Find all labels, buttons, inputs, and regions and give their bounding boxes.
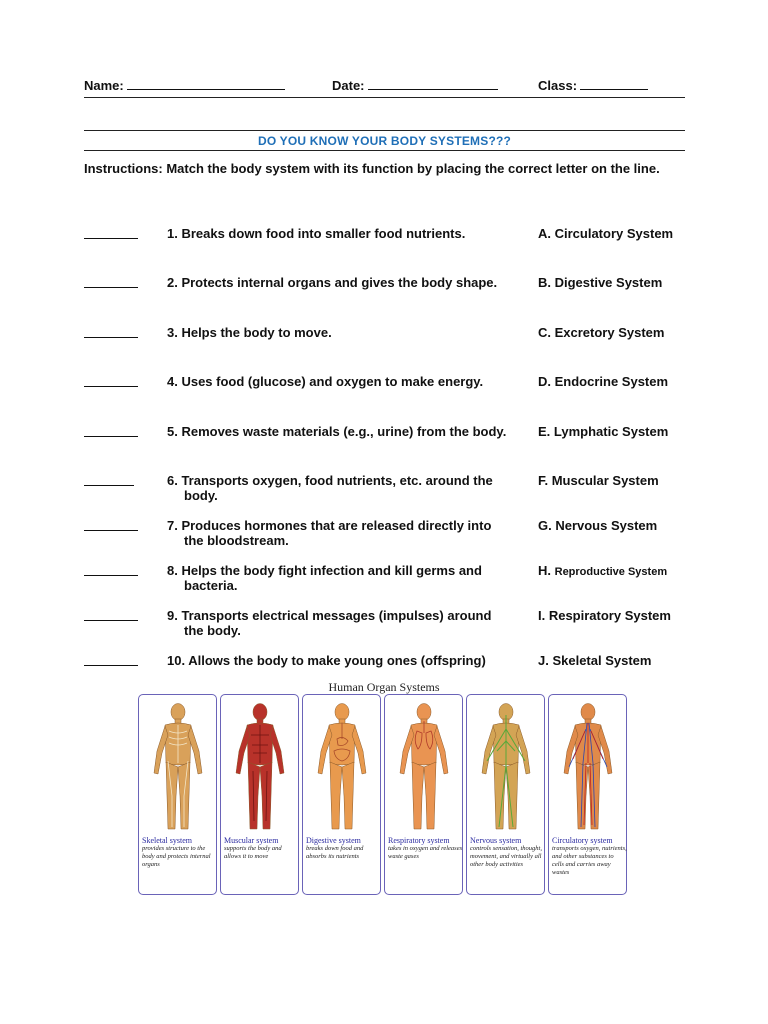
answer-blank[interactable] — [84, 620, 138, 621]
answer-blank[interactable] — [84, 665, 138, 666]
organ-system-panel — [220, 694, 299, 895]
question-line: 8. Helps the body fight infection and kill germs and — [167, 563, 482, 578]
answer-option: A. Circulatory System — [538, 226, 674, 241]
organ-system-description: breaks down food and absorbs its nutrients — [306, 845, 364, 860]
instructions: Instructions: Match the body system with its function by placing the correct letter on the line. — [84, 161, 660, 176]
body-figure-icon — [307, 701, 377, 836]
header-rule — [84, 97, 685, 98]
body-figure-icon — [143, 701, 213, 836]
organ-system-panel — [302, 694, 381, 895]
answer-blank[interactable] — [84, 386, 138, 387]
organ-system-description: supports the body and allows it to move — [224, 845, 282, 860]
answer-option: G. Nervous System — [538, 518, 658, 533]
title-rule-bottom — [84, 150, 685, 151]
question-row — [84, 275, 694, 309]
answer-option: J. Skeletal System — [538, 653, 652, 668]
date-field[interactable] — [332, 78, 498, 93]
question-line: 6. Transports oxygen, food nutrients, etc. around the — [167, 473, 493, 488]
answer-option: B. Digestive System — [538, 275, 663, 290]
body-figure-icon — [225, 701, 295, 836]
question-row — [84, 563, 694, 597]
question-text — [167, 608, 539, 638]
question-row — [84, 325, 694, 359]
date-label: Date: — [332, 78, 365, 93]
body-figure-icon — [553, 701, 623, 836]
answer-option: D. Endocrine System — [538, 374, 669, 389]
answer-option: I. Respiratory System — [538, 608, 671, 623]
answer-blank[interactable] — [84, 575, 138, 576]
name-field[interactable] — [84, 78, 285, 93]
organ-system-name: Digestive system — [306, 836, 361, 845]
question-text — [167, 424, 539, 439]
name-line[interactable] — [127, 78, 285, 90]
organ-system-panel — [138, 694, 217, 895]
question-row — [84, 608, 694, 642]
answer-letter: H. — [538, 563, 555, 578]
organ-system-description: provides structure to the body and protects internal organs — [142, 845, 211, 868]
organ-system-name: Muscular system — [224, 836, 279, 845]
question-text — [167, 518, 539, 548]
question-text — [167, 653, 539, 668]
answer-blank[interactable] — [84, 485, 134, 486]
answer-label: Reproductive System — [554, 566, 668, 578]
question-text — [167, 374, 539, 389]
answer-blank[interactable] — [84, 238, 138, 239]
question-row — [84, 518, 694, 552]
class-label: Class: — [538, 78, 578, 93]
name-label: Name: — [84, 78, 124, 93]
figure-title: Human Organ Systems — [328, 680, 440, 694]
question-line: 9. Transports electrical messages (impulses) around — [167, 608, 492, 623]
answer-option: E. Lymphatic System — [538, 424, 669, 439]
question-line: 10. Allows the body to make young ones (offspring) — [167, 653, 486, 668]
question-row — [84, 424, 694, 458]
question-line-continued: the bloodstream. — [184, 533, 289, 548]
question-line: 3. Helps the body to move. — [167, 325, 332, 340]
answer-blank[interactable] — [84, 436, 138, 437]
worksheet-title: DO YOU KNOW YOUR BODY SYSTEMS??? — [257, 134, 512, 148]
organ-system-panel — [466, 694, 545, 895]
answer-blank[interactable] — [84, 287, 138, 288]
question-text — [167, 563, 539, 593]
title-rule-top — [84, 130, 685, 131]
organ-system-panel — [384, 694, 463, 895]
question-line-continued: bacteria. — [184, 578, 238, 593]
answer-option — [538, 563, 667, 578]
organ-system-name: Nervous system — [470, 836, 522, 845]
question-row — [84, 473, 694, 507]
question-line: 5. Removes waste materials (e.g., urine) from the body. — [167, 424, 507, 439]
organ-system-description: controls sensation, thought, movement, and virtually all other body activities — [470, 845, 542, 868]
organ-system-panel — [548, 694, 627, 895]
class-field[interactable] — [538, 78, 648, 93]
question-text — [167, 473, 539, 503]
organ-system-name: Skeletal system — [142, 836, 192, 845]
question-line: 1. Breaks down food into smaller food nutrients. — [167, 226, 466, 241]
answer-option: F. Muscular System — [538, 473, 659, 488]
question-text — [167, 325, 539, 340]
body-figure-icon — [471, 701, 541, 836]
question-line: 7. Produces hormones that are released directly into — [167, 518, 492, 533]
organ-system-description: takes in oxygen and releases waste gases — [388, 845, 463, 860]
answer-option: C. Excretory System — [538, 325, 665, 340]
question-text — [167, 275, 539, 290]
organ-system-name: Circulatory system — [552, 836, 613, 845]
class-line[interactable] — [580, 78, 648, 90]
question-text — [167, 226, 539, 241]
question-row — [84, 226, 694, 260]
worksheet-header — [84, 78, 684, 98]
organ-systems-figure — [138, 680, 630, 895]
question-line-continued: the body. — [184, 623, 241, 638]
question-line: 4. Uses food (glucose) and oxygen to make energy. — [167, 374, 484, 389]
organ-system-name: Respiratory system — [388, 836, 450, 845]
organ-system-description: transports oxygen, nutrients, and other substances to cells and carries away wastes — [552, 845, 627, 876]
question-line: 2. Protects internal organs and gives the body shape. — [167, 275, 498, 290]
date-line[interactable] — [368, 78, 498, 90]
answer-blank[interactable] — [84, 337, 138, 338]
question-line-continued: body. — [184, 488, 218, 503]
body-figure-icon — [389, 701, 459, 836]
answer-blank[interactable] — [84, 530, 138, 531]
question-row — [84, 374, 694, 408]
